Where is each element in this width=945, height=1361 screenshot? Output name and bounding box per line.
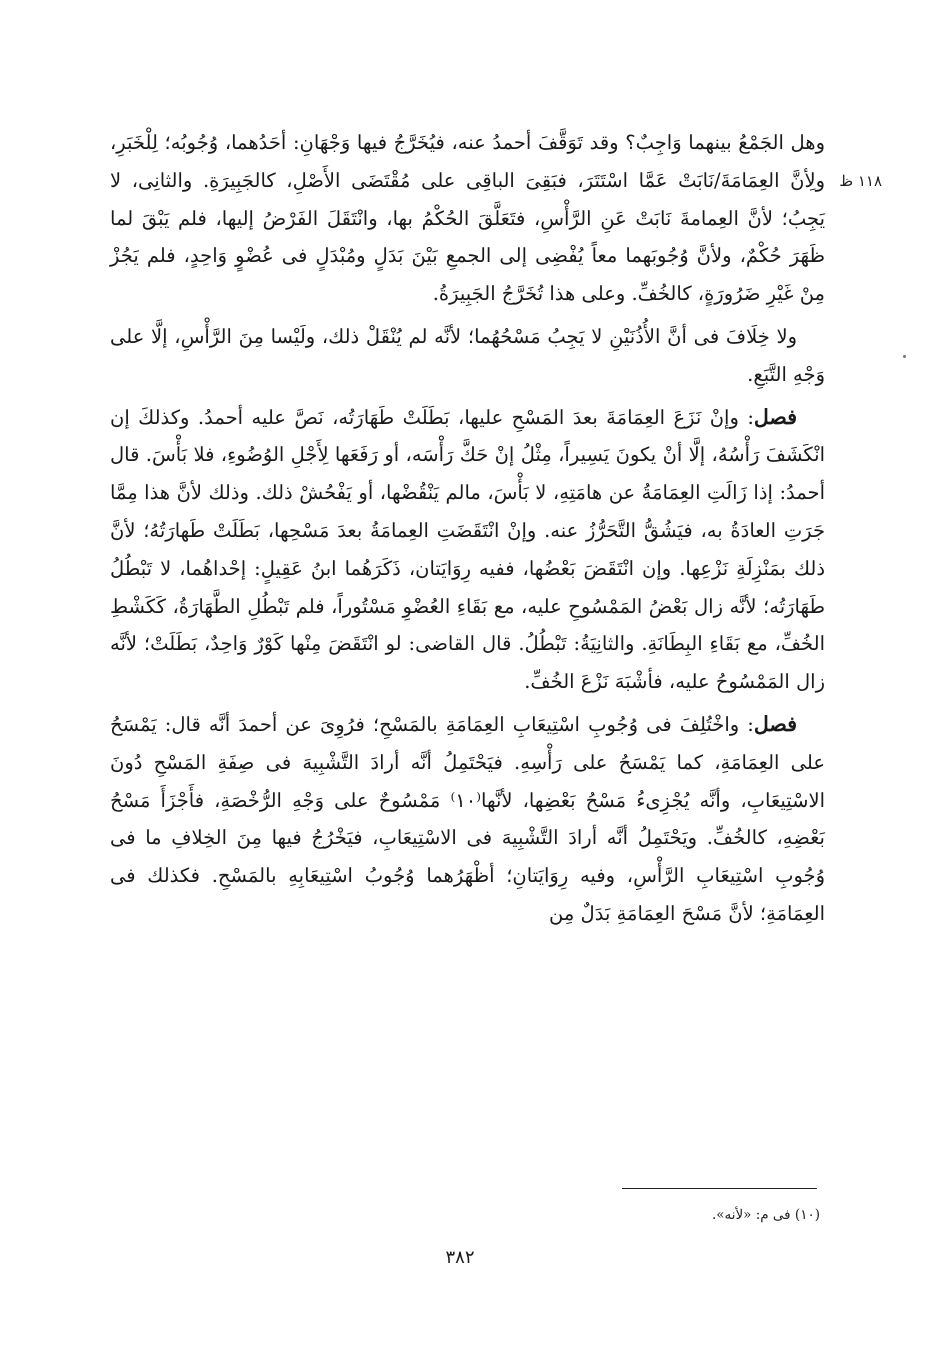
manuscript-folio-note: ١١٨ ظ	[839, 172, 882, 190]
page-number: ٣٨٢	[445, 1247, 475, 1268]
paragraph-text: : وإنْ نَزَعَ العِمَامَةَ بعدَ المَسْحِ عليها، بَطَلَتْ طَهَارَتُه، نَصَّ عليه أحمدُ. وكذلكَ إن انْكَشَفَ رَأْسُهُ، إلَّا أنْ يكونَ يَسِيراً، مِثْلُ إنْ حَكَّ رَأْسَه، أو رَفَعَها لِأَجْلِ الوُضُوءِ، فلا بَأْسَ. قال أحمدُ: إذا زَالَتِ العِمَامَةُ عن هامَتِهِ، لا بَأْسَ، مالم يَنْقُضْها، أو يَفْحُشْ ذلك. وذلك لأنَّ هذا مِمَّا جَرَتِ العادَةُ به، فيَشُقُّ التَّحَرُّزُ عنه. وإنْ انْتَقَضَتِ العِمامَةُ بعدَ مَسْحِها، بَطَلَتْ طَهارَتُهُ؛ لأنَّ ذلك بمَنْزِلَةِ نَزْعِها. وإن انْتَقَضَ بَعْضُها، ففيه رِوَايَتان، ذَكَرَهُما ابنُ عَقِيلٍ: إحْداهُما، لا تَبْطُلُ طَهَارَتُه؛ لأنَّه زال بَعْضُ المَمْسُوحِ عليه، مع بَقَاءِ العُضْوِ مَسْتُوراً، فلم تَبْطُلِ الطَّهَارَةُ، كَكَشْطِ الخُفِّ، مع بَقَاءِ البِطَانَةِ. والثانِيَةُ: تَبْطُلُ. قال القاضى: لو انْتَقَضَ مِنْها كَوْرٌ وَاحِدٌ، بَطَلَتْ؛ لأنَّه زال المَمْسُوحُ عليه، فأشْبَهَ نَزْعَ الخُفِّ.	[110, 405, 825, 694]
footnote: (١٠) فى م: «لأنه».	[711, 1207, 820, 1223]
section-heading: فصل	[753, 404, 797, 429]
section-heading: فصل	[753, 711, 797, 736]
paragraph-text: : واخْتُلِفَ فى وُجُوبِ اسْتِيعَابِ العِمَامَةِ بالمَسْحِ؛ فرُوِىَ عن أحمدَ أنَّه قال: يَمْسَحُ على العِمَامَةِ، كما يَمْسَحُ على رَأْسِهِ. فيَحْتَمِلُ أنَّه أرادَ التَّشْبِيهَ فى صِفَةِ المَسْحِ دُونَ الاسْتِيعَابِ، وأنَّه يُجْزِىءُ مَسْحُ بَعْضِها، لأنَّها⁽١٠⁾ مَمْسُوحٌ على وَجْهِ الرُّخْصَةِ، فأَجْزَأَ مَسْحُ بَعْضِهِ، كالخُفِّ. ويَحْتَمِلُ أنَّه أرادَ التَّشْبِيهَ فى الاسْتِيعَابِ، فيَخْرُجُ فيها مِنَ الخِلافِ ما فى وُجُوبِ اسْتِيعَابِ الرَّأْسِ، وفيه رِوَايَتانِ؛ أظْهَرُهما وُجُوبُ اسْتِيعَابِهِ بالمَسْحِ. فكذلك فى العِمَامَةِ؛ لأنَّ مَسْحَ العِمَامَةِ بَدَلٌ مِن	[110, 712, 826, 925]
paragraph	[110, 124, 825, 313]
paragraph-text: وهل الجَمْعُ بينهما وَاجِبٌ؟ وقد تَوَقَّفَ أحمدُ عنه، فيُخَرَّجُ فيها وَجْهَانِ: أحَدُهما، وُجُوبُه؛ لِلْخَبَرِ، ولِأنَّ العِمَامَةَ/نَابَتْ عَمَّا اسْتَتَرَ، فبَقِىَ الباقِى على مُقْتَضَى الأَصْلِ، كالجَبِيرَةِ. والثانِى، لا يَجِبُ؛ لأنَّ العِمامةَ نَابَتْ عَنِ الرَّأْسِ، فتَعَلَّقَ الحُكْمُ بها، وانْتَقَلَ الفَرْضُ إليها، فلم يَبْقَ لما ظَهَرَ حُكْمٌ، ولأنَّ وُجُوبَهما معاً يُفْضِى إلى الجمعِ بَيْنَ بَدَلٍ ومُبْدَلٍ فى عُضْوٍ وَاحِدٍ، فلم يَجُزْ مِنْ غَيْرِ ضَرُورَةٍ، كالخُفِّ. وعلى هذا تُخَرَّجُ الجَبِيرَةُ.	[110, 131, 825, 306]
paragraph-text: ولا خِلَافَ فى أنَّ الأُذُنَيْنِ لا يَجِبُ مَسْحُهُما؛ لأنَّه لم يُنْقَلْ ذلك، ولَيْسا مِنَ الرَّأْسِ، إلَّا على وَجْهِ التَّبَعِ.	[110, 324, 825, 386]
paragraph	[110, 318, 825, 394]
footnote-separator	[622, 1188, 817, 1189]
main-text	[110, 124, 825, 938]
paragraph	[110, 399, 825, 701]
paragraph	[110, 706, 825, 933]
margin-dot	[903, 355, 906, 358]
